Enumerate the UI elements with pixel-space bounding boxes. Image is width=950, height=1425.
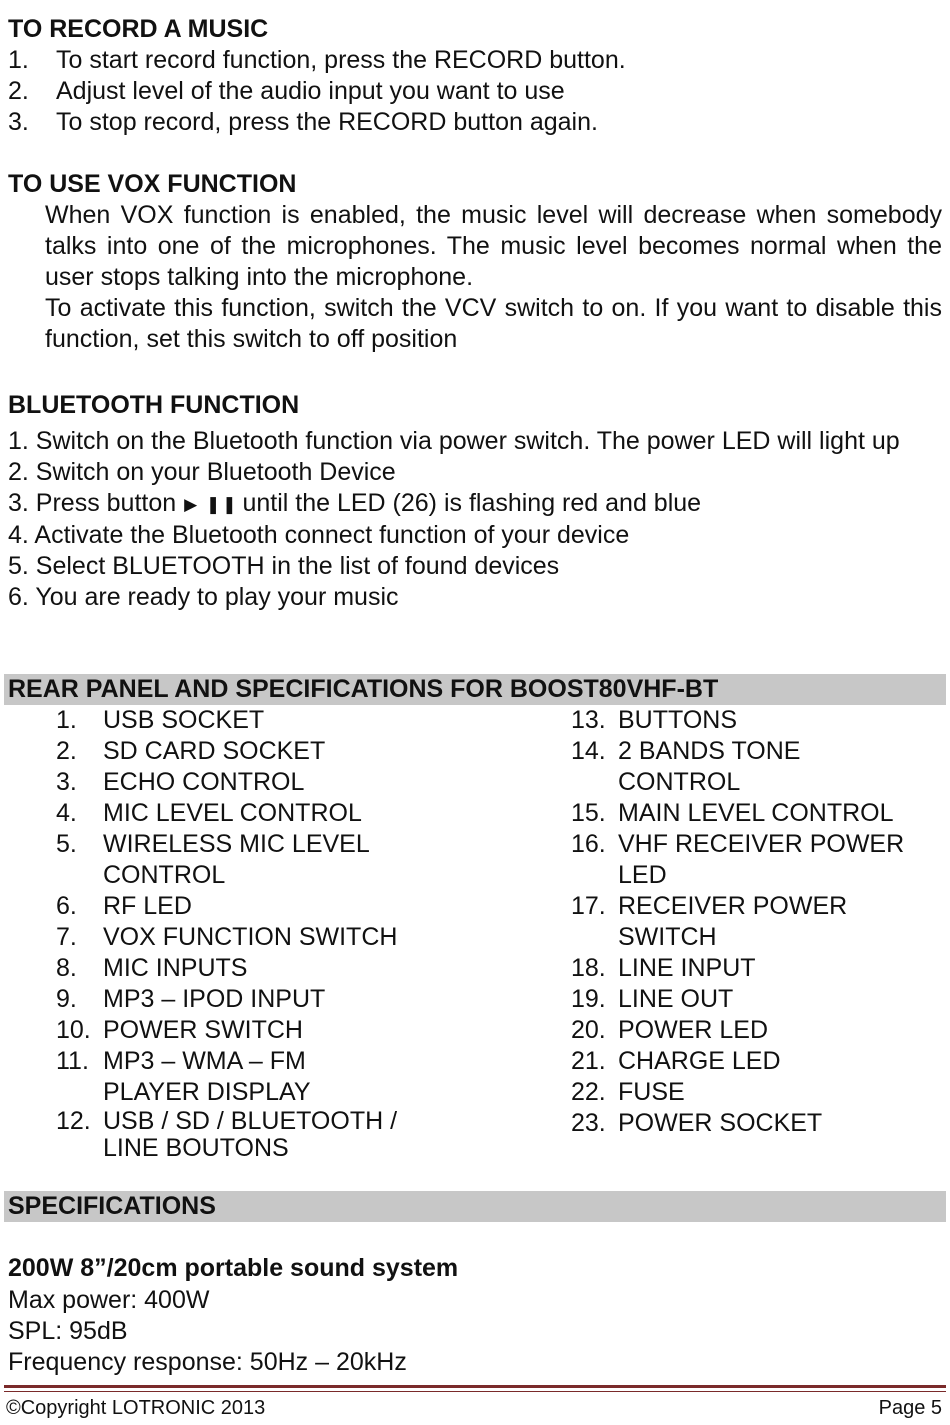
list-item: 2. SD CARD SOCKET — [56, 737, 326, 765]
rear-panel-heading: REAR PANEL AND SPECIFICATIONS FOR BOOST80VHF-BT — [8, 675, 719, 703]
record-steps — [8, 45, 626, 138]
list-item: 23. POWER SOCKET — [571, 1109, 823, 1137]
list-item: 7. VOX FUNCTION SWITCH — [56, 923, 398, 951]
vox-paragraph-2: To activate this function, switch the VCV switch to on. If you want to disable this function, set this switch to off position — [45, 294, 942, 353]
list-item: 2. Adjust level of the audio input you want to use — [8, 77, 565, 105]
bluetooth-steps — [8, 426, 943, 613]
play-pause-icon: ▶ ❚❚ — [184, 495, 239, 514]
specifications-heading: SPECIFICATIONS — [8, 1192, 216, 1220]
spec-frequency: Frequency response: 50Hz – 20kHz — [8, 1348, 407, 1376]
list-item: 4. MIC LEVEL CONTROL — [56, 799, 362, 827]
list-item: 14. 2 BANDS TONE CONTROL — [571, 737, 801, 796]
list-item: 18. LINE INPUT — [571, 954, 756, 982]
list-item: 11. MP3 – WMA – FM PLAYER DISPLAY — [56, 1047, 311, 1106]
bluetooth-heading: BLUETOOTH FUNCTION — [8, 391, 300, 419]
list-item: 3. Press button ▶ ❚❚ until the LED (26) is flashing red and blue — [8, 489, 702, 517]
rear-panel-heading-band — [4, 674, 946, 705]
list-item: 19. LINE OUT — [571, 985, 734, 1013]
list-item: 10. POWER SWITCH — [56, 1016, 303, 1044]
spec-list — [8, 1285, 407, 1378]
record-heading: TO RECORD A MUSIC — [8, 15, 269, 43]
list-item: 2. Switch on your Bluetooth Device — [8, 458, 396, 486]
list-item: 5. WIRELESS MIC LEVEL CONTROL — [56, 830, 370, 889]
list-item: 1. To start record function, press the RECORD button. — [8, 46, 626, 74]
list-item: 12. USB / SD / BLUETOOTH / LINE BOUTONS — [56, 1107, 398, 1162]
rear-panel-list-left — [56, 705, 526, 1162]
list-item: 5. Select BLUETOOTH in the list of found devices — [8, 552, 560, 580]
list-item: 13. BUTTONS — [571, 706, 737, 734]
list-item: 15. MAIN LEVEL CONTROL — [571, 799, 894, 827]
list-item: 6. RF LED — [56, 892, 192, 920]
list-item: 17. RECEIVER POWER SWITCH — [571, 892, 848, 951]
list-item: 9. MP3 – IPOD INPUT — [56, 985, 326, 1013]
spec-max-power: Max power: 400W — [8, 1286, 210, 1314]
footer-page-number: Page 5 — [878, 1397, 942, 1419]
list-item: 1. Switch on the Bluetooth function via power switch. The power LED will light up — [8, 427, 900, 455]
vox-paragraph-1: When VOX function is enabled, the music level will decrease when somebody talks into one of the microphones. The music level becomes normal when the user stops talking into the microphone. — [45, 201, 942, 291]
footer-copyright: ©Copyright LOTRONIC 2013 — [6, 1397, 266, 1419]
list-item: 8. MIC INPUTS — [56, 954, 248, 982]
list-item: 3. ECHO CONTROL — [56, 768, 305, 796]
footer-rule-thin — [4, 1391, 946, 1392]
list-item: 1. USB SOCKET — [56, 706, 265, 734]
list-item: 6. You are ready to play your music — [8, 583, 399, 611]
list-item: 3. To stop record, press the RECORD button again. — [8, 108, 598, 136]
list-item: 22. FUSE — [571, 1078, 685, 1106]
product-title: 200W 8”/20cm portable sound system — [8, 1254, 459, 1282]
footer-rule — [4, 1385, 946, 1388]
list-item: 16. VHF RECEIVER POWER LED — [571, 830, 905, 889]
list-item: 21. CHARGE LED — [571, 1047, 781, 1075]
spec-spl: SPL: 95dB — [8, 1317, 128, 1345]
specifications-heading-band — [4, 1191, 946, 1222]
list-item: 20. POWER LED — [571, 1016, 769, 1044]
rear-panel-list-right — [571, 705, 943, 1139]
vox-heading: TO USE VOX FUNCTION — [8, 170, 297, 198]
list-item: 4. Activate the Bluetooth connect function of your device — [8, 521, 630, 549]
